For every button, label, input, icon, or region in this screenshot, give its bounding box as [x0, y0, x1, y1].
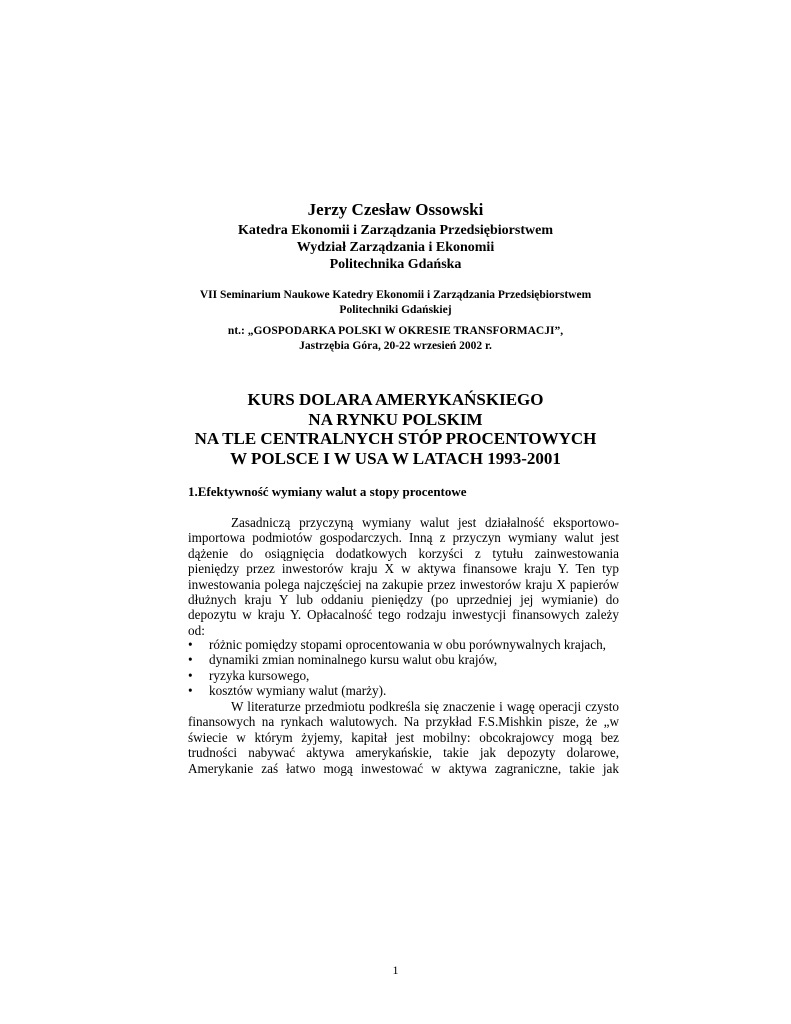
affiliation-faculty: Wydział Zarządzania i Ekonomii: [296, 240, 495, 255]
text-line: pieniędzy przez inwestorów kraju X w aktywa finansowe kraju Y. Ten typ: [188, 561, 619, 577]
page-number: 1: [392, 963, 399, 977]
list-item-text: kosztów wymiany walut (marży).: [209, 683, 387, 699]
title-line: KURS DOLARA AMERYKAŃSKIEGO: [247, 390, 544, 409]
conference-place-date: Jastrzębia Góra, 20-22 wrzesień 2002 r.: [299, 340, 492, 352]
text-line: dłużnych kraju Y lub oddaniu pieniędzy (po uprzedniej jej wymianie) do: [188, 592, 619, 608]
conference-block: [0, 324, 791, 354]
text-line: importowa podmiotów gospodarczych. Inną z przyczyn wymiany walut jest: [188, 530, 619, 546]
title-line: NA RYNKU POLSKIM: [308, 409, 483, 429]
text-line: świecie w którym żyjemy, kapitał jest mobilny: obcokrajowcy mogą bez: [188, 729, 619, 745]
seminar-block: [0, 288, 791, 318]
bullet-icon: •: [188, 683, 193, 699]
bullet-icon: •: [188, 652, 193, 668]
list-item: [188, 668, 619, 683]
author-line: Jerzy Czesław Ossowski: [307, 200, 484, 219]
text-line: W literaturze przedmiotu podkreśla się znaczenie i wagę operacji czysto: [231, 699, 619, 714]
text-line: depozytu w kraju Y. Opłacalność tego rodzaju inwestycji finansowych zależy: [188, 607, 619, 623]
seminar-line: VII Seminarium Naukowe Katedry Ekonomii i Zarządzania Przedsiębiorstwem: [199, 289, 592, 301]
list-item-text: różnic pomiędzy stopami oprocentowania w obu porównywalnych krajach,: [209, 637, 606, 652]
bullet-list: [188, 637, 619, 699]
text-line: Amerykanie zaś łatwo mogą inwestować w aktywa zagraniczne, takie jak: [188, 760, 619, 776]
affiliation-department: Katedra Ekonomii i Zarządzania Przedsiębiorstwem: [238, 223, 553, 238]
text-line: inwestowania polega najczęściej na zakupie przez inwestorów kraju X papierów: [188, 576, 619, 592]
section-heading: 1.Efektywność wymiany walut a stopy procentowe: [188, 484, 467, 499]
conference-topic: nt.: „GOSPODARKA POLSKI W OKRESIE TRANSFORMACJI”,: [227, 325, 564, 337]
affiliation-university: Politechnika Gdańska: [329, 257, 462, 272]
bullet-icon: •: [188, 667, 193, 683]
bullet-icon: •: [188, 637, 193, 652]
list-item: [188, 652, 619, 667]
text-line: od:: [188, 622, 205, 638]
title-line: NA TLE CENTRALNYCH STÓP PROCENTOWYCH: [194, 429, 597, 448]
text-line: trudności nabywać aktywa amerykańskie, takie jak depozyty dolarowe,: [188, 745, 619, 761]
text-line: dążenie do osiągnięcia dodatkowych korzyści z tytułu zainwestowania: [188, 545, 619, 561]
list-item: [188, 637, 619, 652]
paragraph-2: [188, 699, 619, 776]
paper-title: [0, 390, 791, 468]
author-name: [0, 200, 791, 220]
seminar-line: Politechniki Gdańskiej: [339, 304, 452, 316]
title-line: W POLSCE I W USA W LATACH 1993-2001: [230, 448, 561, 468]
text-line: Zasadniczą przyczyną wymiany walut jest działalność eksportowo-: [231, 515, 619, 530]
text-line: finansowych na rynkach walutowych. Na przykład F.S.Mishkin pisze, że „w: [188, 714, 619, 730]
list-item-text: dynamiki zmian nominalnego kursu walut obu krajów,: [209, 652, 498, 668]
list-item-text: ryzyka kursowego,: [209, 667, 310, 683]
affiliation-block: [0, 222, 791, 273]
paragraph-1: [188, 515, 619, 638]
list-item: [188, 683, 619, 698]
